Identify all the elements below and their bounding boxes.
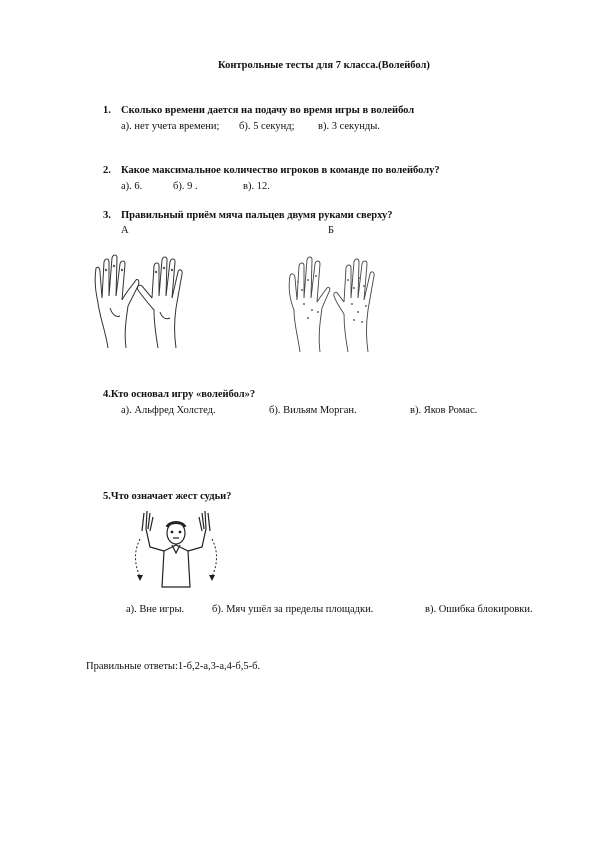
q5-text: 5.Что означает жест судьи? <box>103 491 232 502</box>
q2-option-a: а). 6. <box>121 181 143 192</box>
q3-label-b: Б <box>328 225 335 236</box>
q5-option-c: в). Ошибка блокировки. <box>425 604 533 615</box>
hands-illustration-b <box>282 252 392 357</box>
q4-option-c: в). Яков Ромас. <box>410 405 478 416</box>
q3-number: 3. <box>103 210 111 221</box>
q1-number: 1. <box>103 105 111 116</box>
referee-gesture-illustration <box>126 507 226 589</box>
q4-option-a: а). Альфред Холстед. <box>121 405 216 416</box>
q4-option-b: б). Вильям Морган. <box>269 405 357 416</box>
page-title: Контрольные тесты для 7 класса.(Волейбол) <box>218 60 430 71</box>
q2-option-b: б). 9 . <box>173 181 198 192</box>
q4-text: 4.Кто основал игру «волейбол»? <box>103 389 256 400</box>
q5-option-b: б). Мяч ушёл за пределы площадки. <box>212 604 374 615</box>
q1-option-c: в). 3 секунды. <box>318 121 380 132</box>
q2-number: 2. <box>103 165 111 176</box>
q3-label-a: А <box>121 225 129 236</box>
hands-illustration-a <box>88 248 213 358</box>
q1-option-a: а). нет учета времени; <box>121 121 220 132</box>
q5-option-a: а). Вне игры. <box>126 604 185 615</box>
q1-option-b: б). 5 секунд; <box>239 121 295 132</box>
correct-answers: Правильные ответы:1-б,2-а,3-а,4-б,5-б. <box>86 661 261 672</box>
q3-text: Правильный приём мяча пальцев двумя руками сверху? <box>121 210 393 221</box>
q1-text: Сколько времени дается на подачу во время игры в волейбол <box>121 105 415 116</box>
q2-text: Какое максимальное количество игроков в команде по волейболу? <box>121 165 440 176</box>
q2-option-c: в). 12. <box>243 181 270 192</box>
